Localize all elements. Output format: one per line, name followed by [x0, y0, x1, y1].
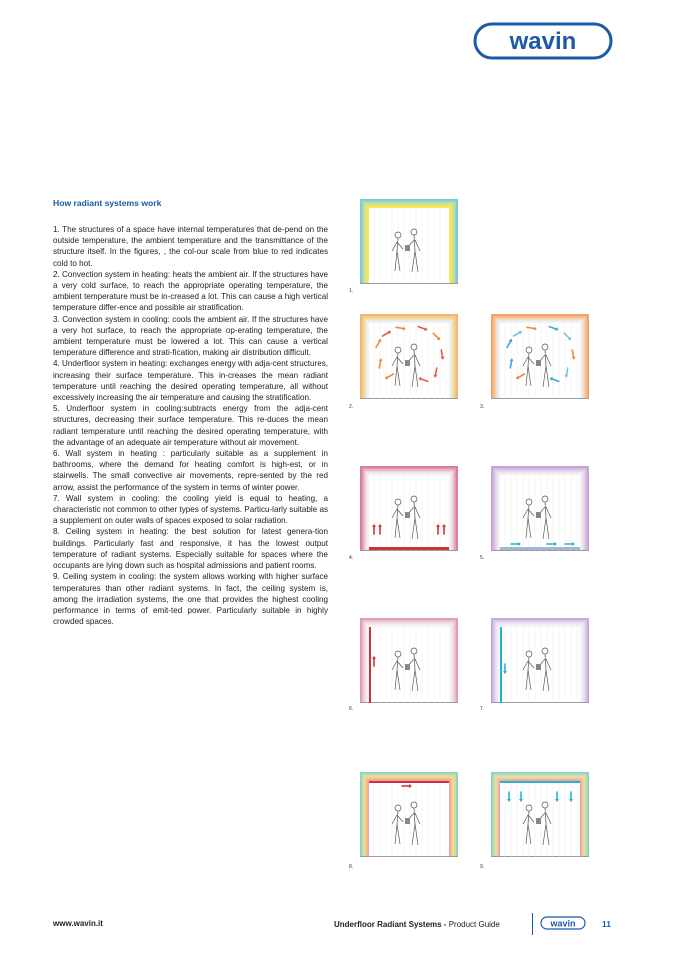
section-title: How radiant systems work: [53, 198, 162, 208]
figure-6-label: 6.: [349, 706, 354, 712]
figure-3-label: 3.: [480, 404, 485, 410]
cooled-wall: [500, 627, 502, 703]
footer-title-bold: Underfloor Radiant Systems -: [334, 920, 447, 929]
paragraph-4: 4. Underfloor system in heating: exchanges energy with adja-cent structures, increasing their surface temperature. This in-creases the mean radiant temperature until reaching the desired operating temperature, all without excessively increasing the air temperature and causing the stratification.: [53, 359, 328, 403]
heated-wall: [369, 627, 371, 703]
heated-ceiling: [369, 781, 449, 783]
figure-2-convection-heating: [360, 314, 458, 399]
footer-title-rest: Product Guide: [446, 920, 500, 929]
heated-floor: [369, 547, 449, 550]
body-text: [53, 224, 328, 627]
figure-6-wall-heating: [360, 618, 458, 703]
paragraph-9: 9. Ceiling system in cooling: the system allows working with higher surface temperatures than other radiant systems. In fact, the ceiling system is, among the irradiation systems, the one that provides the highest cooling performance in terms of emit-ted power. Particularly suitable in highly crowded spaces.: [53, 572, 328, 627]
wavin-logo-text: wavin: [509, 28, 577, 55]
footer-divider: [532, 913, 533, 935]
figure-7-wall-cooling: [491, 618, 589, 703]
paragraph-1: 1. The structures of a space have internal temperatures that de-pend on the outside temperature, the ambient temperature and the transmittance of the structure itself. In the figures, , the col-our scale from blue to red indicates cold to hot.: [53, 225, 328, 268]
footer-url[interactable]: www.wavin.it: [53, 919, 103, 928]
cooled-ceiling: [500, 781, 580, 783]
figure-1-label: 1.: [349, 288, 354, 294]
figure-4-underfloor-heating: [360, 466, 458, 551]
figure-2-label: 2.: [349, 404, 354, 410]
wavin-logo: [473, 22, 613, 60]
paragraph-2: 2. Convection system in heating: heats the ambient air. If the structures have a very cold surface, to reach the appropriate operating temperature, the ambient temperature must be in-creased a lot. This can cause a high vertical temperature differ-ence and possible air stratification.: [53, 269, 328, 313]
figure-1-neutral: [360, 199, 458, 284]
figure-5-label: 5.: [480, 555, 485, 561]
figure-8-ceiling-heating: [360, 772, 458, 857]
figure-3-convection-cooling: [491, 314, 589, 399]
footer-title: [334, 920, 500, 929]
paragraph-8: 8. Ceiling system in heating: the best solution for latest genera-tion buildings. Particularly fast and responsive, it has the lowest output temperature of radiant systems. Especially suitable for spaces where the occupants are lying down such as hospital admissions and patient rooms.: [53, 527, 328, 571]
figure-4-label: 4.: [349, 555, 354, 561]
paragraph-5: 5. Underfloor system in cooling:subtracts energy from the adja-cent structures, decreasing their surface temperature. This re-duces the mean radiant temperature until reaching the desired operating temperature, with the advantage of an adequate air temperature without air movement.: [53, 404, 328, 447]
figure-5-underfloor-cooling: [491, 466, 589, 551]
figure-7-label: 7.: [480, 706, 485, 712]
paragraph-7: 7. Wall system in cooling: the cooling yield is equal to heating, a characteristic not common to other types of systems. Particu-larly suitable as a supplement on outer walls of spaces exposed to solar radiation.: [53, 493, 328, 526]
cooled-floor: [500, 547, 580, 550]
paragraph-6: 6. Wall system in heating : particularly suitable as a supplement in bathrooms, where the demand for heating comfort is high-est, or in stairwells. The small convective air movements, repre-sented by the red arrow, assist the performance of the system in terms of winter power.: [53, 449, 328, 492]
figure-8-label: 8.: [349, 864, 354, 870]
figure-9-label: 9.: [480, 864, 485, 870]
figure-9-ceiling-cooling: [491, 772, 589, 857]
footer-logo-text: wavin: [550, 918, 576, 929]
paragraph-3: 3. Convection system in cooling: cools the ambient air. If the structures have a very hot surface, to reach the appropriate op-erating temperature, the ambient temperature must be lowered a lot. This can cause a vertical temperature difference and strati-fication, making air distribution difficult.: [53, 314, 328, 358]
page-number: 11: [602, 919, 611, 929]
footer-wavin-logo: [540, 916, 586, 930]
